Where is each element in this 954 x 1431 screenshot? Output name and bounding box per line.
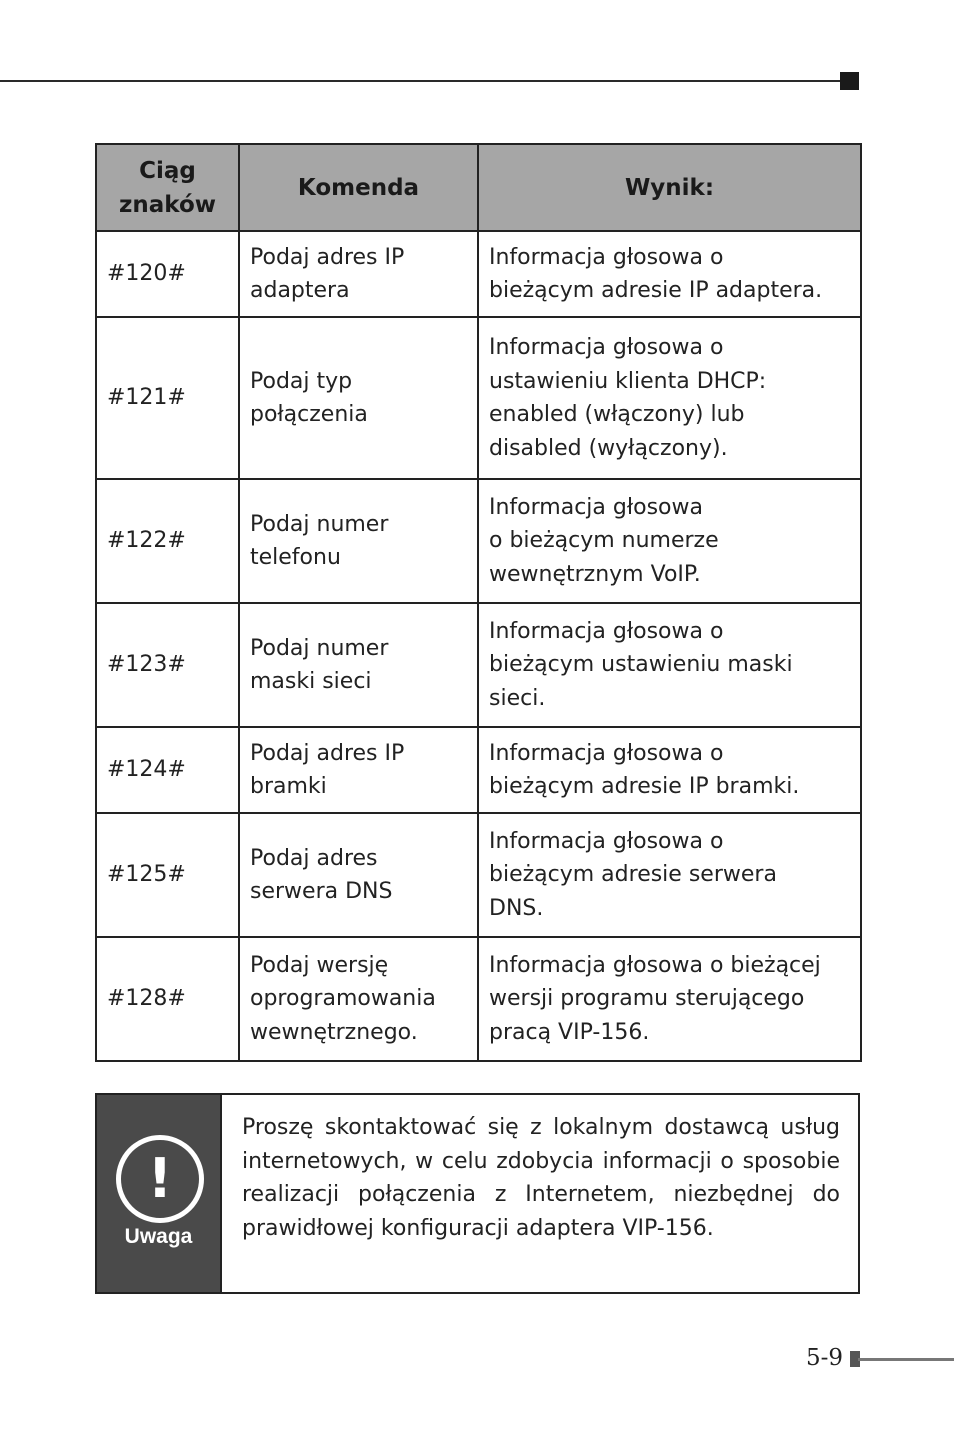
result-cell-line: DNS. [489,895,544,921]
code-cell: #120# [96,231,239,317]
footer-rule [858,1358,954,1361]
result-cell-line: sieci. [489,685,546,711]
result-cell [478,813,861,937]
note-text: Proszę skontaktować się z lokalnym dostawcą usług internetowych, w celu zdobycia informacji o sposobie realizacji połączenia z Internetem, niezbędnej do prawidłowej konfiguracji adaptera VIP-156. [220,1095,858,1292]
command-cell-line: telefonu [250,545,341,570]
table-row [96,231,861,317]
result-cell-line: o bieżącym numerze [489,528,719,554]
command-cell [239,813,478,937]
result-cell [478,603,861,727]
command-cell [239,317,478,479]
result-cell [478,231,861,317]
command-cell-line: Podaj numer [250,511,389,537]
header-code-line: znaków [118,191,216,218]
result-cell-line: pracą VIP-156. [489,1019,650,1045]
result-cell-line: enabled (włączony) lub [489,402,745,427]
result-cell-line: Informacja głosowa o [489,244,724,270]
result-cell-line: Informacja głosowa o [489,618,724,644]
result-cell [478,479,861,603]
command-cell-line: bramki [250,774,327,799]
code-cell: #128# [96,937,239,1061]
command-cell-line: adaptera [250,278,350,303]
command-cell-line: Podaj adres IP [250,740,405,766]
command-cell-line: Podaj numer [250,635,389,661]
note-label: Uwaga [124,1225,193,1248]
result-cell-line: disabled (wyłączony). [489,435,728,461]
result-cell-line: bieżącym adresie IP adaptera. [489,278,823,303]
command-cell-line: Podaj wersję [250,952,389,978]
table-row [96,727,861,813]
result-cell-line: bieżącym adresie IP bramki. [489,774,800,799]
result-cell-line: Informacja głosowa o bieżącej [489,952,821,978]
result-cell-line: wersji programu sterującego [489,986,805,1012]
command-cell-line: Podaj typ [250,368,353,394]
code-cell: #125# [96,813,239,937]
code-cell: #121# [96,317,239,479]
result-cell-line: Informacja głosowa [489,494,703,520]
exclamation-circle-icon: ! [116,1135,204,1223]
header-rule [0,80,843,82]
result-cell [478,937,861,1061]
command-cell-line: wewnętrznego. [250,1019,418,1045]
command-cell-line: Podaj adres IP [250,244,405,270]
command-cell-line: oprogramowania [250,986,436,1012]
result-cell-line: Informacja głosowa o [489,335,724,360]
table-header-row [96,144,861,231]
table-row [96,317,861,479]
header-result: Wynik: [478,144,861,231]
table-row [96,479,861,603]
command-cell [239,937,478,1061]
code-cell: #122# [96,479,239,603]
command-cell-line: maski sieci [250,669,372,694]
code-cell: #124# [96,727,239,813]
header-code [96,144,239,231]
command-cell-line: połączenia [250,402,368,427]
command-cell [239,479,478,603]
note-sidebar [97,1095,220,1292]
table-row [96,603,861,727]
command-table [95,143,862,1062]
table-row [96,937,861,1061]
header-code-line: Ciąg [139,157,196,184]
result-cell-line: ustawieniu klienta DHCP: [489,368,767,394]
result-cell [478,317,861,479]
result-cell-line: wewnętrznym VoIP. [489,561,701,587]
command-cell-line: serwera DNS [250,879,393,904]
command-cell [239,603,478,727]
command-cell [239,231,478,317]
result-cell-line: Informacja głosowa o [489,828,724,854]
command-cell-line: Podaj adres [250,845,378,871]
result-cell-line: Informacja głosowa o [489,740,724,766]
code-cell: #123# [96,603,239,727]
header-command: Komenda [239,144,478,231]
page-number: 5-9 [806,1345,844,1371]
header-marker [840,72,859,90]
result-cell [478,727,861,813]
command-cell [239,727,478,813]
result-cell-line: bieżącym adresie serwera [489,862,777,888]
note-box [95,1093,860,1294]
result-cell-line: bieżącym ustawieniu maski [489,652,793,678]
table-row [96,813,861,937]
